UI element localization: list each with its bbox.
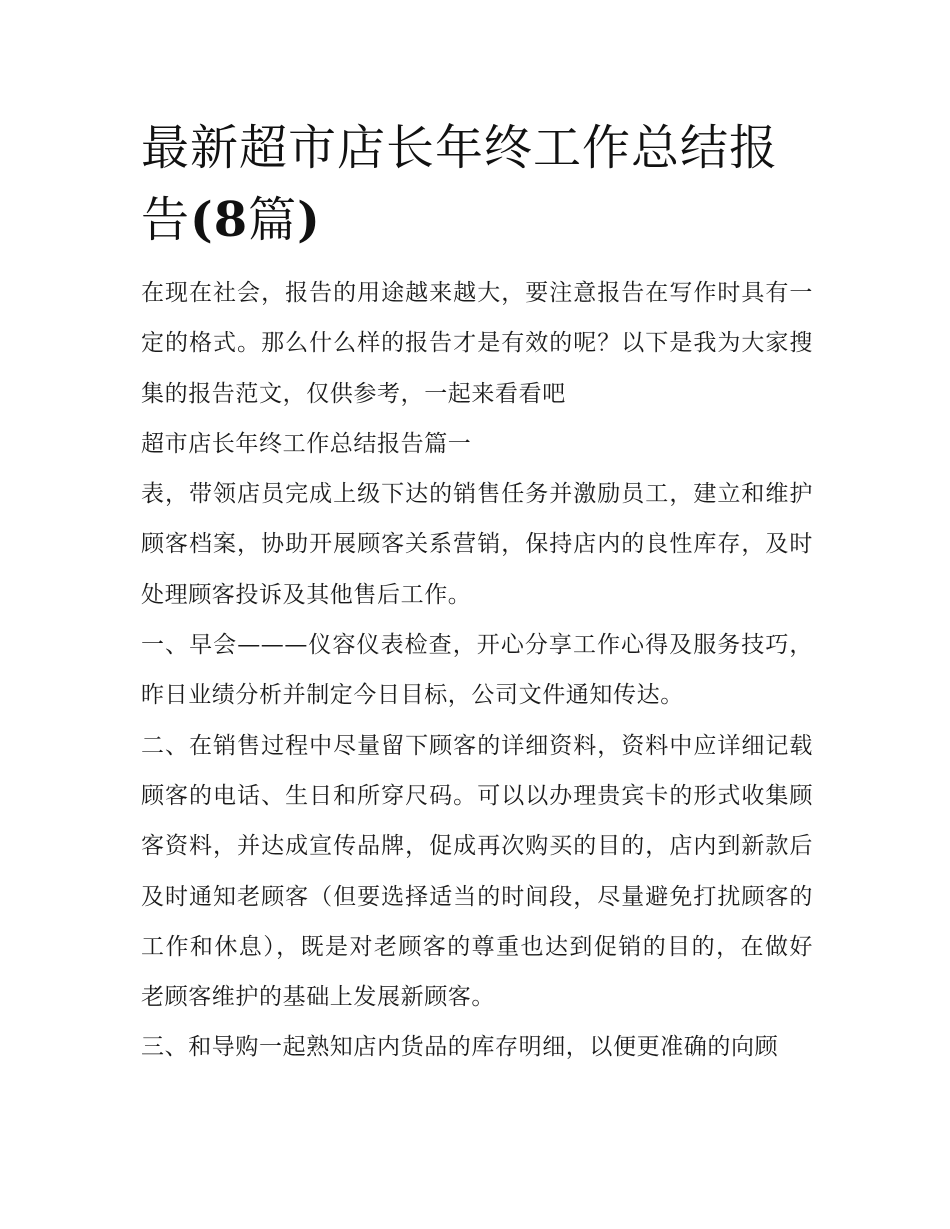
title-main-text: 最新超市店长年终工作总结报告 bbox=[141, 120, 779, 248]
body-paragraph: 表，带领店员完成上级下达的销售任务并激励员工，建立和维护顾客档案，协助开展顾客关系营销，保持店内的良性库存，及时处理顾客投诉及其他售后工作。 bbox=[141, 481, 813, 608]
title-close-text: ) bbox=[297, 192, 321, 248]
title-word-text: 篇 bbox=[248, 192, 298, 248]
document-content bbox=[141, 112, 813, 1073]
title-number-text: (8 bbox=[190, 192, 249, 248]
document-title bbox=[141, 112, 813, 256]
list-item-paragraph: 三、和导购一起熟知店内货品的库存明细，以便更准确的向顾 bbox=[141, 1034, 779, 1061]
list-item-paragraph: 二、在销售过程中尽量留下顾客的详细资料，资料中应详细记载顾客的电话、生日和所穿尺码。可以以办理贵宾卡的形式收集顾客资料，并达成宣传品牌，促成再次购买的目的，店内到新款后及时通知老顾客（但要选择适当的时间段，尽量避免打扰顾客的工作和休息），既是对老顾客的尊重也达到促销的目的，在做好老顾客维护的基础上发展新顾客。 bbox=[141, 732, 813, 1011]
intro-paragraph: 在现在社会，报告的用途越来越大，要注意报告在写作时具有一定的格式。那么什么样的报告才是有效的呢？以下是我为大家搜集的报告范文，仅供参考，一起来看看吧 bbox=[141, 280, 813, 407]
section-heading: 超市店长年终工作总结报告篇一 bbox=[141, 430, 472, 457]
document-body bbox=[141, 268, 813, 1073]
list-item-paragraph: 一、早会———仪容仪表检查，开心分享工作心得及服务技巧，昨日业绩分析并制定今日目标，公司文件通知传达。 bbox=[141, 632, 813, 709]
